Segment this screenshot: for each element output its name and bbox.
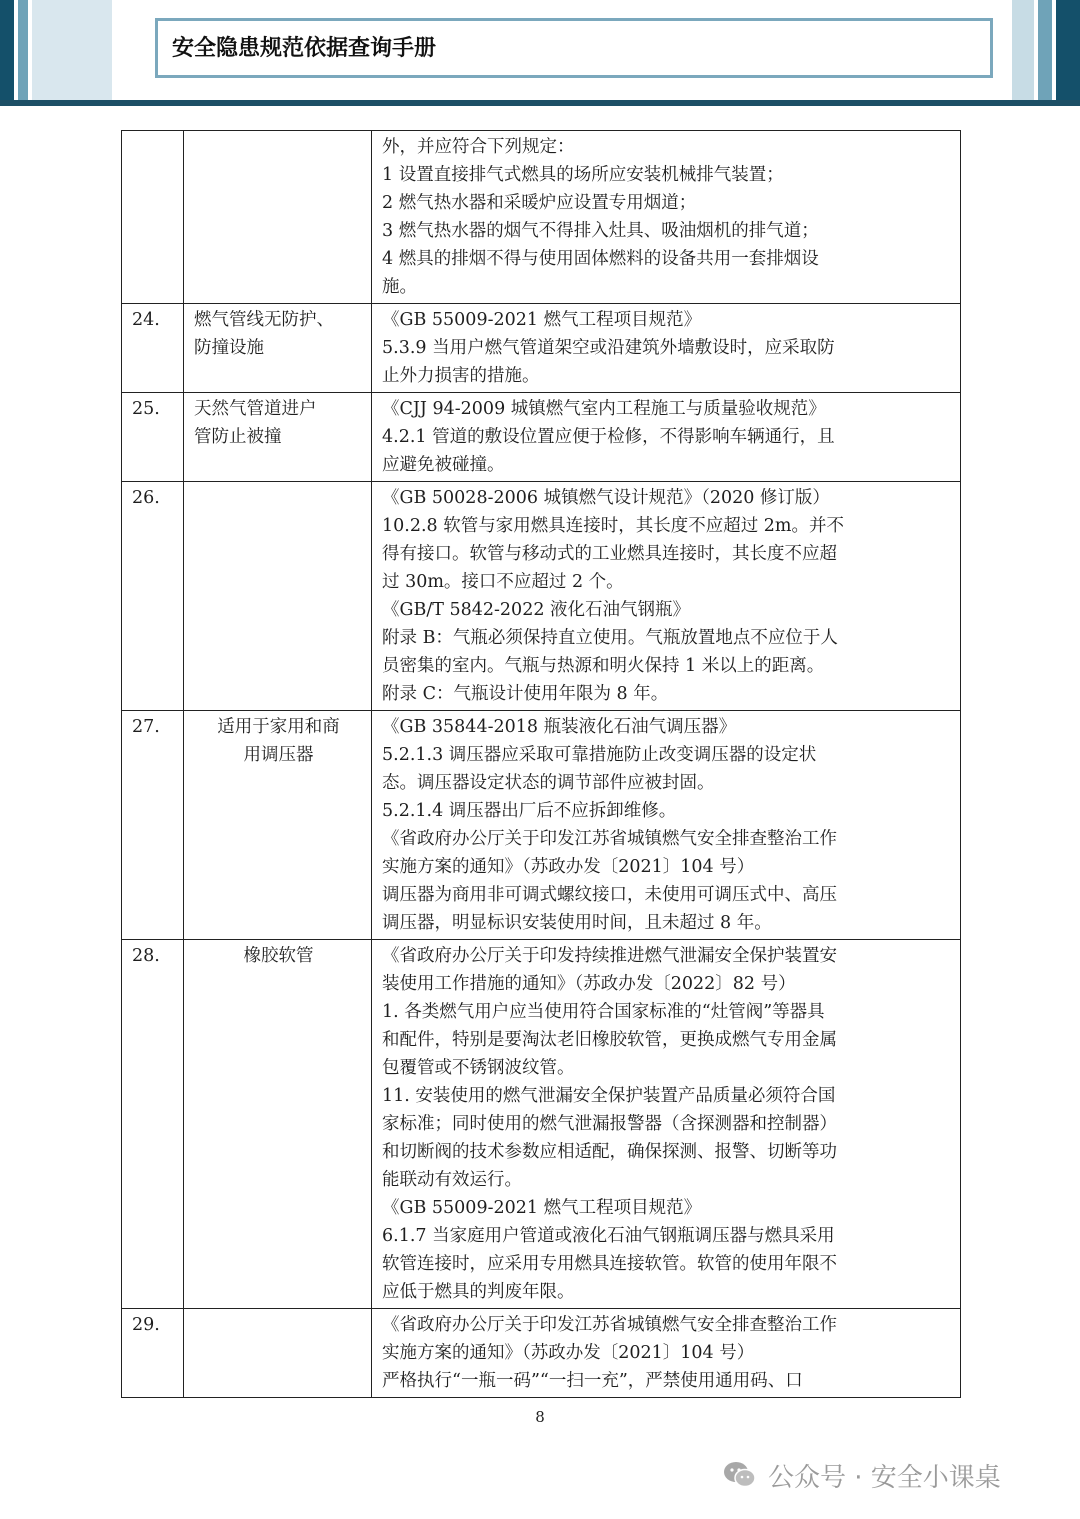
table-row xyxy=(122,393,961,482)
regulation-basis-cell xyxy=(372,131,961,304)
regulation-text-line: 调压器，明显标识安装使用时间，且未超过 8 年。 xyxy=(382,913,772,933)
regulation-text-line: 2 燃气热水器和采暖炉应设置专用烟道； xyxy=(382,193,697,213)
hazard-item-cell xyxy=(184,940,372,1309)
regulation-text-line: 包覆管或不锈钢波纹管。 xyxy=(382,1058,575,1078)
regulation-basis-cell xyxy=(372,711,961,940)
regulation-text-line: 严格执行“一瓶一码”“一扫一充”，严禁使用通用码、口 xyxy=(382,1371,803,1391)
regulation-basis-cell xyxy=(372,393,961,482)
table-row xyxy=(122,482,961,711)
regulation-text-line: 10.2.8 软管与家用燃具连接时，其长度不应超过 2m。并不 xyxy=(382,516,845,536)
hazard-item-line: 橡胶软管 xyxy=(243,946,314,966)
regulation-text-line: 《GB/T 5842-2022 液化石油气钢瓶》 xyxy=(382,600,691,620)
row-number-cell: 27. xyxy=(122,711,184,940)
regulation-text-line: 11. 安装使用的燃气泄漏安全保护装置产品质量必须符合国 xyxy=(382,1086,836,1106)
row-number-cell: 26. xyxy=(122,482,184,711)
regulation-text-line: 得有接口。软管与移动式的工业燃具连接时，其长度不应超 xyxy=(382,544,837,564)
regulation-text-line: 过 30m。接口不应超过 2 个。 xyxy=(382,572,624,592)
header-decor-strip xyxy=(1038,0,1052,100)
hazard-item-cell xyxy=(184,393,372,482)
regulation-text-line: 《省政府办公厅关于印发江苏省城镇燃气安全排查整治工作 xyxy=(382,829,837,849)
table-row xyxy=(122,711,961,940)
regulation-text-line: 员密集的室内。气瓶与热源和明火保持 1 米以上的距离。 xyxy=(382,656,825,676)
header-decor-strip xyxy=(32,0,112,100)
regulation-basis-cell xyxy=(372,482,961,711)
regulation-text-line: 软管连接时，应采用专用燃具连接软管。软管的使用年限不 xyxy=(382,1254,837,1274)
regulation-text-line: 止外力损害的措施。 xyxy=(382,366,540,386)
row-number-cell: 29. xyxy=(122,1309,184,1398)
regulation-text-line: 4 燃具的排烟不得与使用固体燃料的设备共用一套排烟设 xyxy=(382,249,819,269)
hazard-item-cell xyxy=(184,131,372,304)
regulation-text-line: 附录 B：气瓶必须保持直立使用。气瓶放置地点不应位于人 xyxy=(382,628,838,648)
table-row xyxy=(122,940,961,1309)
hazard-item-line: 天然气管道进户 xyxy=(194,399,317,419)
header-decor-strip xyxy=(18,0,28,100)
regulation-text-line: 应低于燃具的判废年限。 xyxy=(382,1282,575,1302)
page-number: 8 xyxy=(535,1408,545,1426)
regulation-text-line: 能联动有效运行。 xyxy=(382,1170,522,1190)
regulation-text-line: 3 燃气热水器的烟气不得排入灶具、吸油烟机的排气道； xyxy=(382,221,819,241)
row-number-cell: 25. xyxy=(122,393,184,482)
hazard-item-line: 用调压器 xyxy=(243,745,314,765)
regulation-text-line: 应避免被碰撞。 xyxy=(382,455,505,475)
table-row xyxy=(122,1309,961,1398)
regulation-basis-cell xyxy=(372,1309,961,1398)
regulation-text-line: 外，并应符合下列规定： xyxy=(382,137,575,157)
regulation-text-line: 态。调压器设定状态的调节部件应被封固。 xyxy=(382,773,715,793)
hazard-item-cell xyxy=(184,304,372,393)
page-header xyxy=(0,0,1080,110)
regulation-text-line: 调压器为商用非可调式螺纹接口，未使用可调压式中、高压 xyxy=(382,885,837,905)
regulation-basis-cell xyxy=(372,304,961,393)
header-title-box xyxy=(155,18,993,78)
header-divider xyxy=(0,100,1080,106)
regulation-text-line: 1. 各类燃气用户应当使用符合国家标准的“灶管阀”等器具 xyxy=(382,1002,825,1022)
header-decor-strip xyxy=(0,0,14,100)
regulation-table xyxy=(121,130,961,1398)
regulation-text-line: 《GB 55009-2021 燃气工程项目规范》 xyxy=(382,1198,702,1218)
regulation-text-line: 1 设置直接排气式燃具的场所应安装机械排气装置； xyxy=(382,165,784,185)
regulation-text-line: 《CJJ 94-2009 城镇燃气室内工程施工与质量验收规范》 xyxy=(382,399,826,419)
wechat-icon xyxy=(722,1460,758,1490)
regulation-text-line: 6.1.7 当家庭用户管道或液化石油气钢瓶调压器与燃具采用 xyxy=(382,1226,835,1246)
watermark xyxy=(722,1452,1001,1498)
regulation-text-line: 4.2.1 管道的敷设位置应便于检修，不得影响车辆通行，且 xyxy=(382,427,835,447)
table-row xyxy=(122,131,961,304)
hazard-item-line: 防撞设施 xyxy=(194,338,264,358)
header-decor-strip xyxy=(1012,0,1034,100)
regulation-text-line: 施。 xyxy=(382,277,417,297)
regulation-text-line: 《GB 50028-2006 城镇燃气设计规范》（2020 修订版） xyxy=(382,488,830,508)
header-decor-strip xyxy=(1056,0,1080,100)
table-row xyxy=(122,304,961,393)
hazard-item-line: 适用于家用和商 xyxy=(217,717,340,737)
row-number-cell xyxy=(122,131,184,304)
hazard-item-line: 燃气管线无防护、 xyxy=(194,310,334,330)
regulation-text-line: 和切断阀的技术参数应相适配，确保探测、报警、切断等功 xyxy=(382,1142,837,1162)
regulation-text-line: 和配件，特别是要淘汰老旧橡胶软管，更换成燃气专用金属 xyxy=(382,1030,837,1050)
regulation-text-line: 装使用工作措施的通知》（苏政办发〔2022〕82 号） xyxy=(382,974,796,994)
hazard-item-cell xyxy=(184,1309,372,1398)
regulation-text-line: 5.2.1.3 调压器应采取可靠措施防止改变调压器的设定状 xyxy=(382,745,817,765)
regulation-text-line: 实施方案的通知》（苏政办发〔2021〕104 号） xyxy=(382,1343,755,1363)
hazard-item-line: 管防止被撞 xyxy=(194,427,282,447)
regulation-text-line: 附录 C：气瓶设计使用年限为 8 年。 xyxy=(382,684,669,704)
regulation-text-line: 5.2.1.4 调压器出厂后不应拆卸维修。 xyxy=(382,801,677,821)
hazard-item-cell xyxy=(184,482,372,711)
regulation-basis-cell xyxy=(372,940,961,1309)
regulation-text-line: 《GB 55009-2021 燃气工程项目规范》 xyxy=(382,310,702,330)
hazard-item-cell xyxy=(184,711,372,940)
regulation-text-line: 《省政府办公厅关于印发江苏省城镇燃气安全排查整治工作 xyxy=(382,1315,837,1335)
watermark-text: 公众号 · 安全小课桌 xyxy=(768,1462,1001,1493)
row-number-cell: 28. xyxy=(122,940,184,1309)
document-title: 安全隐患规范依据查询手册 xyxy=(172,36,437,61)
regulation-text-line: 家标准；同时使用的燃气泄漏报警器（含探测器和控制器） xyxy=(382,1114,837,1134)
row-number-cell: 24. xyxy=(122,304,184,393)
regulation-text-line: 《省政府办公厅关于印发持续推进燃气泄漏安全保护装置安 xyxy=(382,946,837,966)
regulation-text-line: 实施方案的通知》（苏政办发〔2021〕104 号） xyxy=(382,857,755,877)
regulation-text-line: 5.3.9 当用户燃气管道架空或沿建筑外墙敷设时，应采取防 xyxy=(382,338,835,358)
regulation-text-line: 《GB 35844-2018 瓶装液化石油气调压器》 xyxy=(382,717,737,737)
